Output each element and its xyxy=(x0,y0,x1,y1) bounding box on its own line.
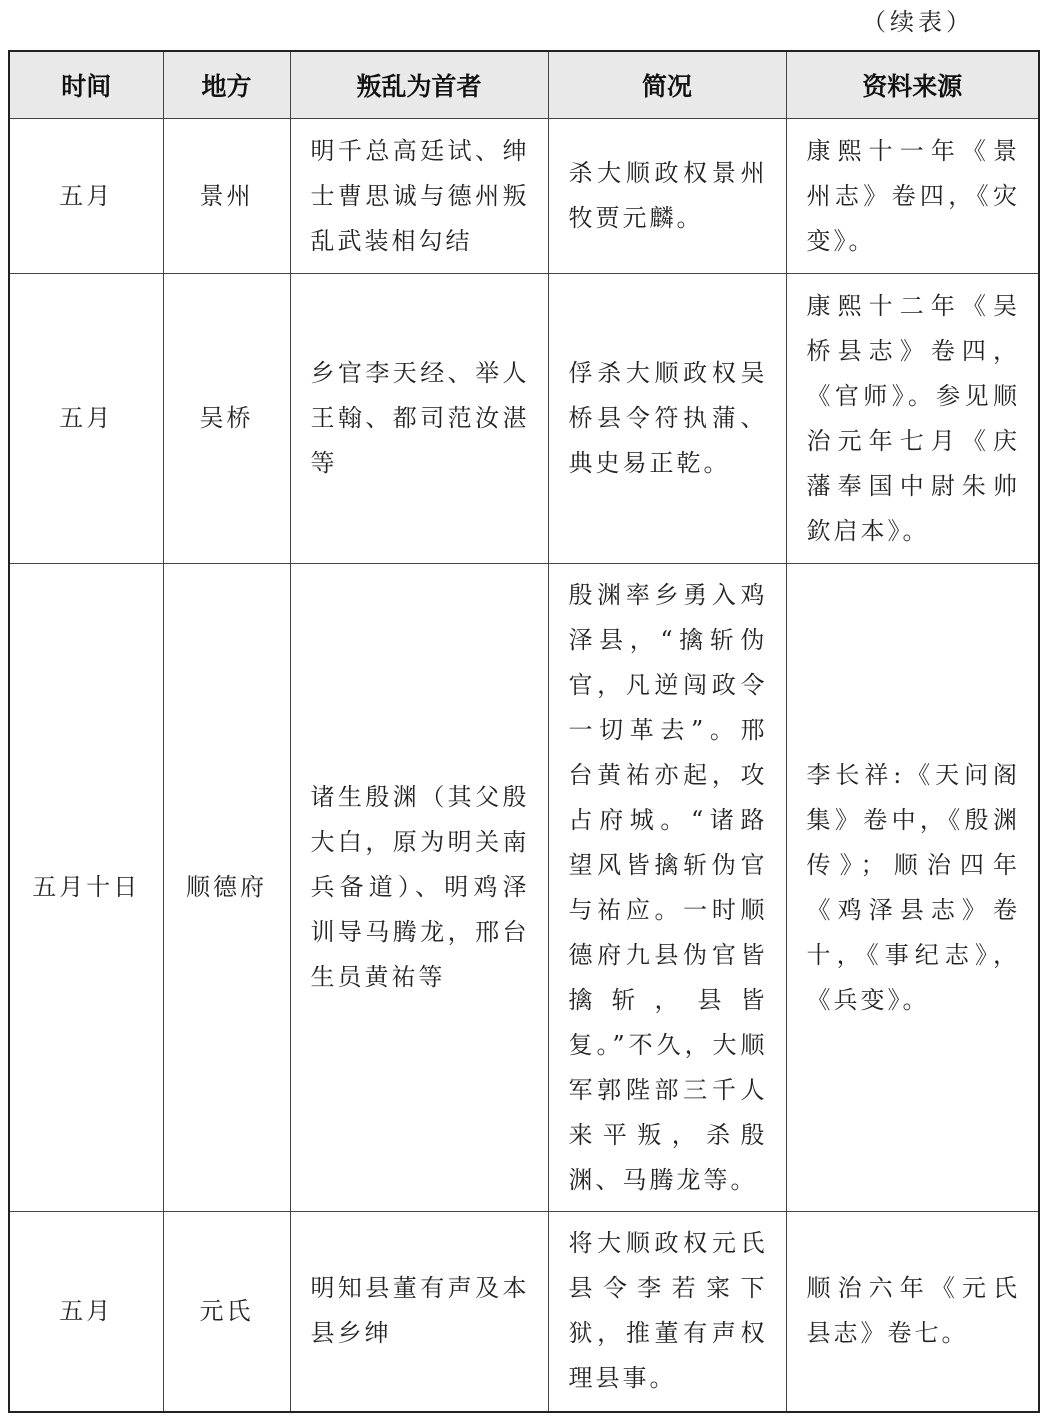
cell-brief: 殷渊率乡勇入鸡泽县，“擒斩伪官，凡逆闯政令一切革去”。邢台黄祐亦起，攻占府城。“诸路望风皆擒斩伪官与祐应。一时顺德府九县伪官皆擒斩，县皆复。”不久，大顺军郭陛部三千人来平叛，杀殷渊、马腾龙等。 xyxy=(548,564,786,1212)
cell-brief: 将大顺政权元氏县令李若寀下狱，推董有声权理县事。 xyxy=(548,1212,786,1412)
table-row xyxy=(9,274,1039,564)
cell-source: 康熙十二年《吴桥县志》卷四，《官师》。参见顺治元年七月《庆藩奉国中尉朱帅欽启本》。 xyxy=(786,274,1039,564)
table-row xyxy=(9,564,1039,1212)
table-row xyxy=(9,1212,1039,1412)
cell-time: 五月十日 xyxy=(9,564,163,1212)
cell-place: 景州 xyxy=(163,119,290,274)
cell-time: 五月 xyxy=(9,274,163,564)
cell-brief: 杀大顺政权景州牧贾元麟。 xyxy=(548,119,786,274)
cell-leader: 诸生殷渊（其父殷大白，原为明关南兵备道）、明鸡泽训导马腾龙，邢台生员黄祐等 xyxy=(290,564,548,1212)
cell-brief: 俘杀大顺政权吴桥县令符执蒲、典史易正乾。 xyxy=(548,274,786,564)
header-brief: 简况 xyxy=(548,51,786,119)
history-table xyxy=(8,50,1040,1413)
cell-leader: 明千总高廷试、绅士曹思诚与德州叛乱武装相勾结 xyxy=(290,119,548,274)
cell-source: 李长祥:《天问阁集》卷中，《殷渊传》；顺治四年《鸡泽县志》卷十，《事纪志》，《兵变》。 xyxy=(786,564,1039,1212)
cell-source: 康熙十一年《景州志》卷四，《灾变》。 xyxy=(786,119,1039,274)
continuation-label: （续表） xyxy=(862,8,974,36)
cell-time: 五月 xyxy=(9,119,163,274)
cell-leader: 乡官李天经、举人王翰、都司范汝湛等 xyxy=(290,274,548,564)
header-leader: 叛乱为首者 xyxy=(290,51,548,119)
cell-source: 顺治六年《元氏县志》卷七。 xyxy=(786,1212,1039,1412)
cell-place: 元氏 xyxy=(163,1212,290,1412)
table-row xyxy=(9,119,1039,274)
cell-leader: 明知县董有声及本县乡绅 xyxy=(290,1212,548,1412)
header-time: 时间 xyxy=(9,51,163,119)
header-source: 资料来源 xyxy=(786,51,1039,119)
cell-place: 吴桥 xyxy=(163,274,290,564)
table-header-row xyxy=(9,51,1039,119)
header-place: 地方 xyxy=(163,51,290,119)
cell-time: 五月 xyxy=(9,1212,163,1412)
cell-place: 顺德府 xyxy=(163,564,290,1212)
